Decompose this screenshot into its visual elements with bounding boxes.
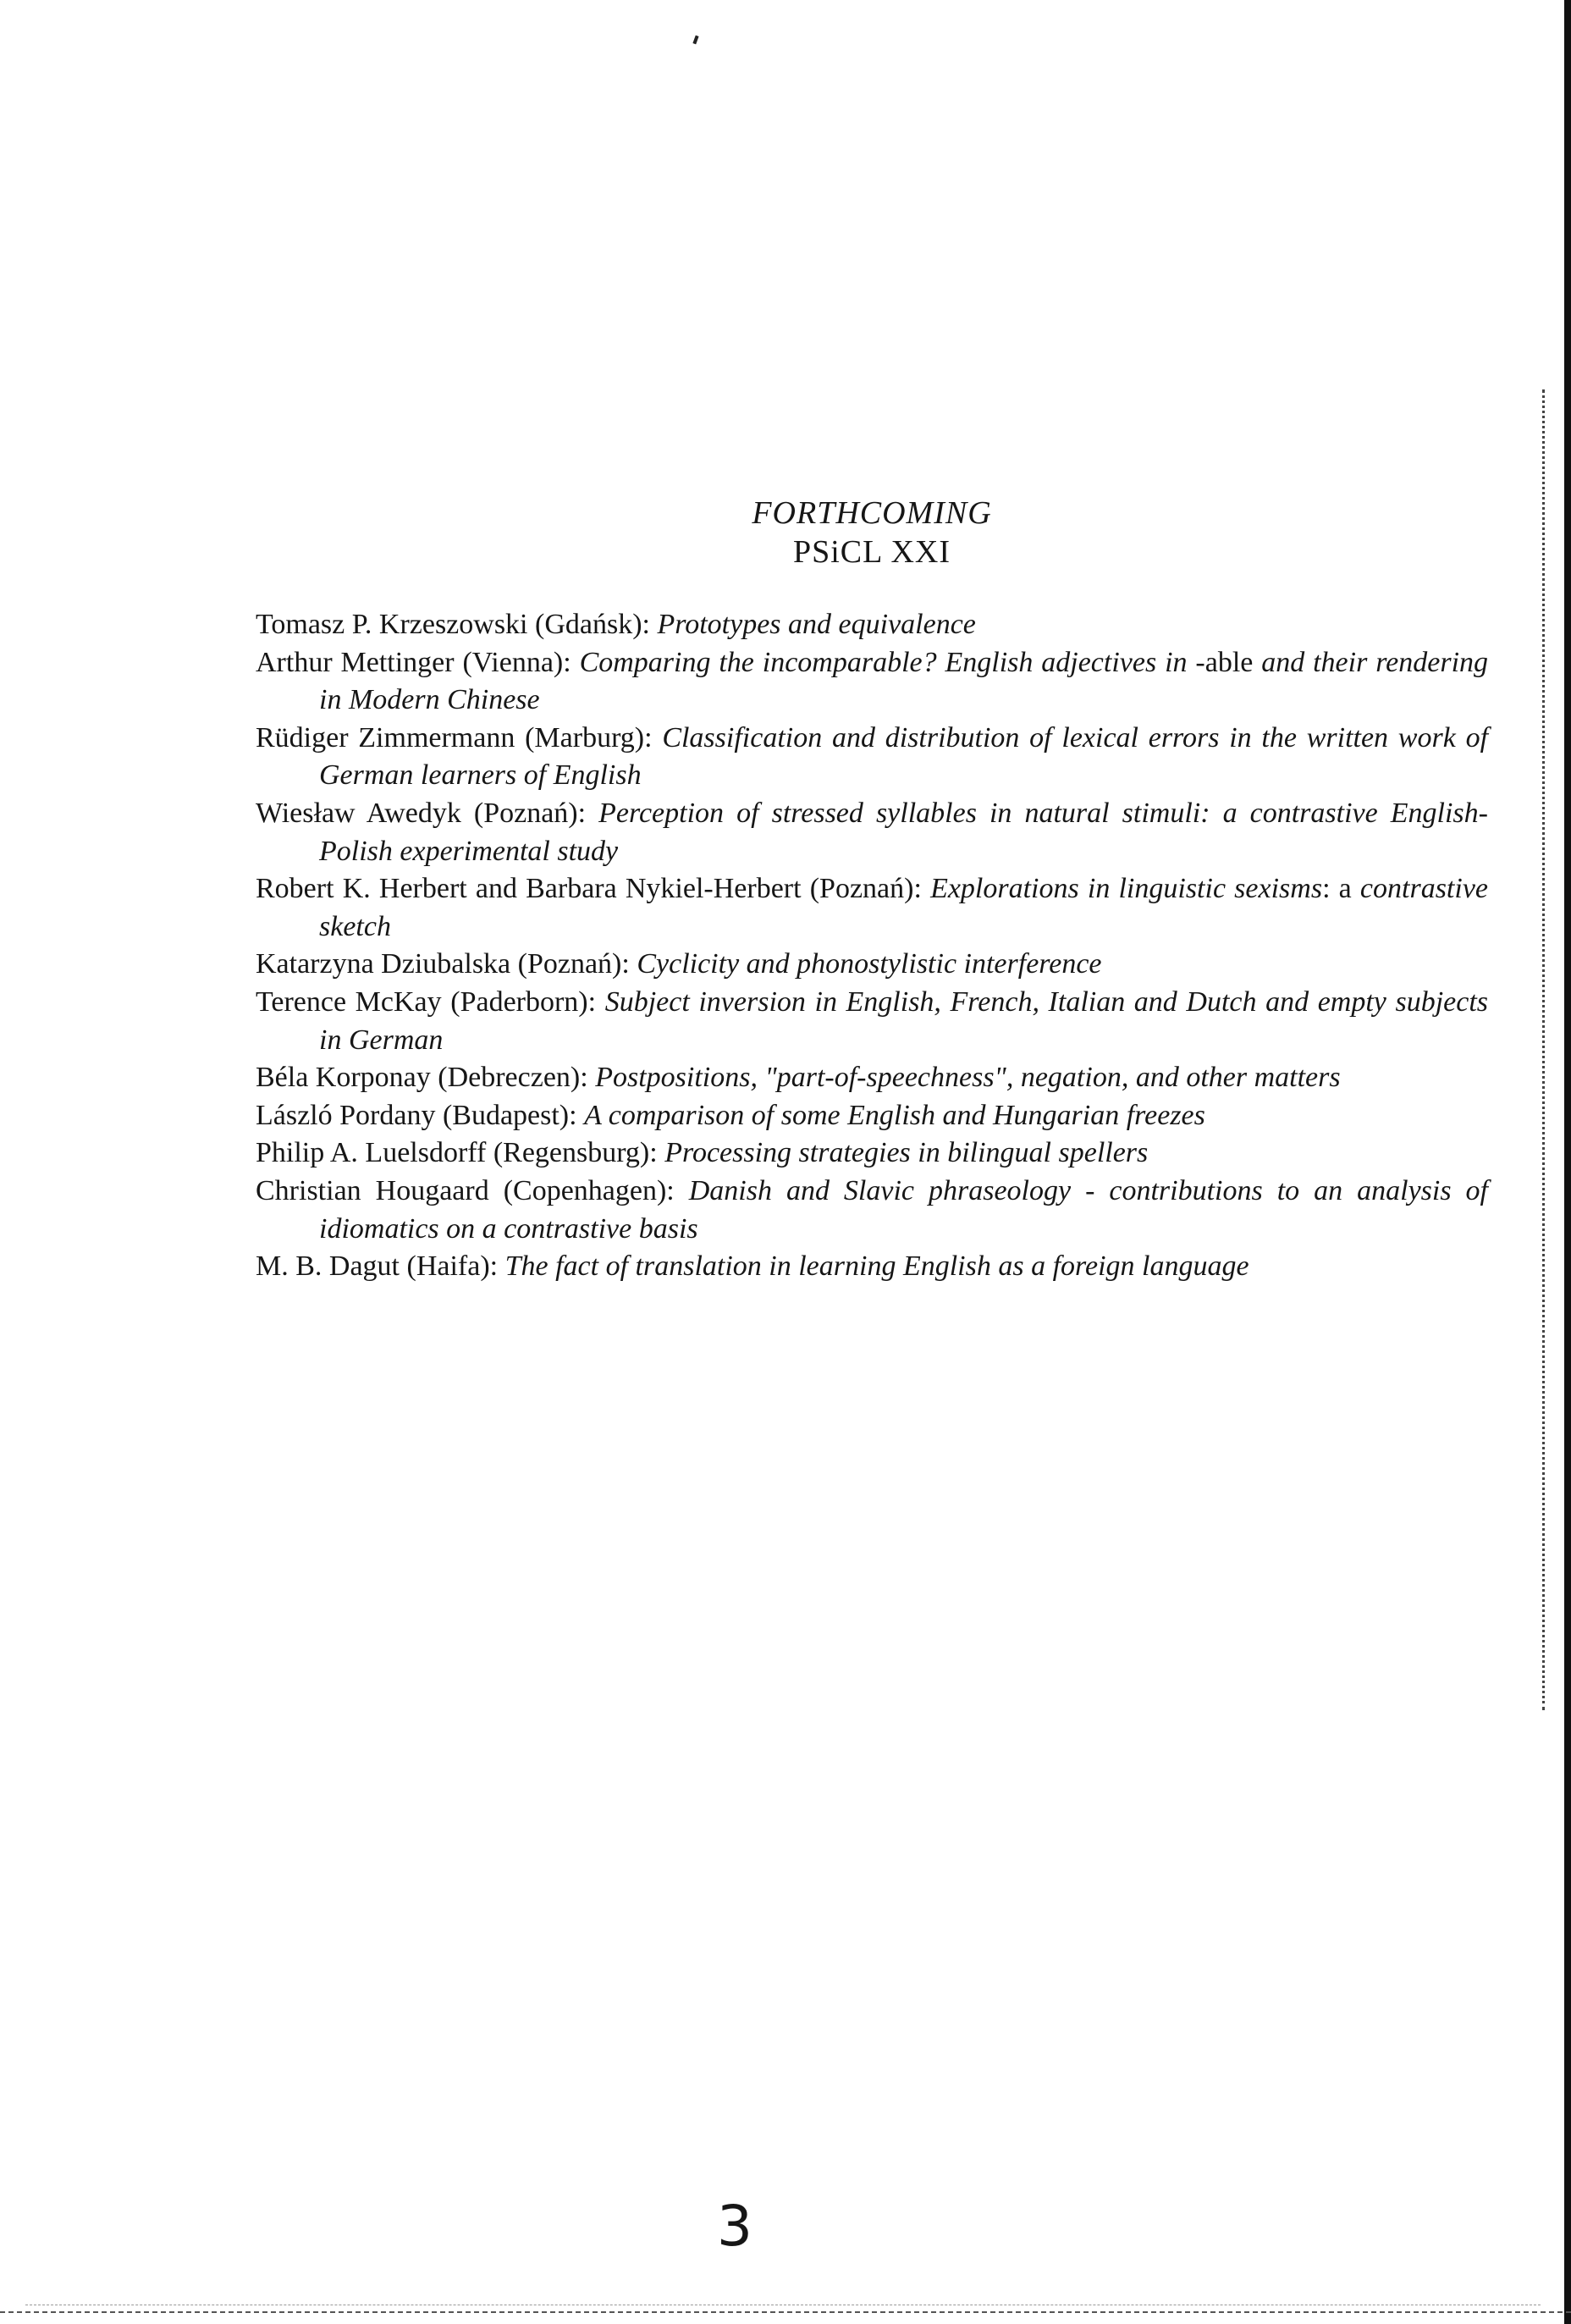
entry-author: Tomasz P. Krzeszowski (Gdańsk): <box>256 609 650 640</box>
list-item <box>256 1097 1488 1135</box>
list-item <box>256 1134 1488 1173</box>
entry-title: Postpositions, "part-of-speechness", negation, and other matters <box>595 1062 1341 1094</box>
entry-suffix: : a <box>1322 873 1352 905</box>
entry-title: A comparison of some English and Hungarian freezes <box>584 1099 1205 1131</box>
list-item <box>256 1173 1488 1248</box>
entry-title: Classification and distribution of lexical errors in the written work of German learners of English <box>319 721 1489 792</box>
list-item <box>256 984 1488 1059</box>
list-item <box>256 644 1488 720</box>
entry-title: Explorations in linguistic sexisms <box>930 873 1323 905</box>
list-item <box>256 870 1488 946</box>
entry-title: Comparing the incomparable? English adjectives in <box>579 646 1188 678</box>
entry-author: Béla Korponay (Debreczen): <box>256 1062 588 1094</box>
entry-author: Terence McKay (Paderborn): <box>256 985 597 1018</box>
entry-author: László Pordany (Budapest): <box>256 1099 577 1131</box>
entry-author: Philip A. Luelsdorff (Regensburg): <box>256 1137 658 1169</box>
page-heading: FORTHCOMING <box>752 495 992 531</box>
forthcoming-list <box>256 606 1488 1286</box>
page-number: 3 <box>717 2194 752 2259</box>
entry-author: Robert K. Herbert and Barbara Nykiel-Herbert (Poznań): <box>256 873 922 905</box>
entry-suffix: -able <box>1195 646 1254 678</box>
entry-title: Processing strategies in bilingual spellers <box>664 1137 1149 1169</box>
list-item <box>256 946 1488 984</box>
entry-title: Danish and Slavic phraseology - contributions to an analysis of idiomatics on a contrastive basis <box>319 1174 1489 1245</box>
scan-speck <box>692 36 698 45</box>
entry-author: M. B. Dagut (Haifa): <box>256 1250 499 1283</box>
entry-author: Christian Hougaard (Copenhagen): <box>256 1174 675 1206</box>
list-item <box>256 606 1488 644</box>
entry-author: Rüdiger Zimmermann (Marburg): <box>256 721 653 754</box>
entry-title: Subject inversion in English, French, Italian and Dutch and empty subjects in German <box>319 985 1489 1056</box>
list-item <box>256 720 1488 795</box>
entry-title: The fact of translation in learning English as a foreign language <box>504 1250 1249 1283</box>
entry-title-continued: contrastive sketch <box>319 873 1488 942</box>
entry-author: Katarzyna Dziubalska (Poznań): <box>256 948 630 980</box>
list-item <box>256 1248 1488 1286</box>
entry-author: Arthur Mettinger (Vienna): <box>256 646 571 678</box>
list-item <box>256 795 1488 870</box>
series-title: PSiCL XXI <box>792 534 951 570</box>
entry-author: Wiesław Awedyk (Poznań): <box>256 797 587 829</box>
scan-right-edge <box>1564 0 1571 2324</box>
list-item <box>256 1059 1488 1097</box>
entry-title: Perception of stressed syllables in natural stimuli: a contrastive English-Polish experimental study <box>319 797 1488 867</box>
entry-title: Prototypes and equivalence <box>657 609 976 640</box>
scan-margin-marks <box>1542 389 1560 1710</box>
entry-title-continued: and their rendering in Modern Chinese <box>319 646 1489 716</box>
scan-bottom-edge <box>0 2311 1571 2313</box>
entry-title: Cyclicity and phonostylistic interference <box>637 948 1102 980</box>
